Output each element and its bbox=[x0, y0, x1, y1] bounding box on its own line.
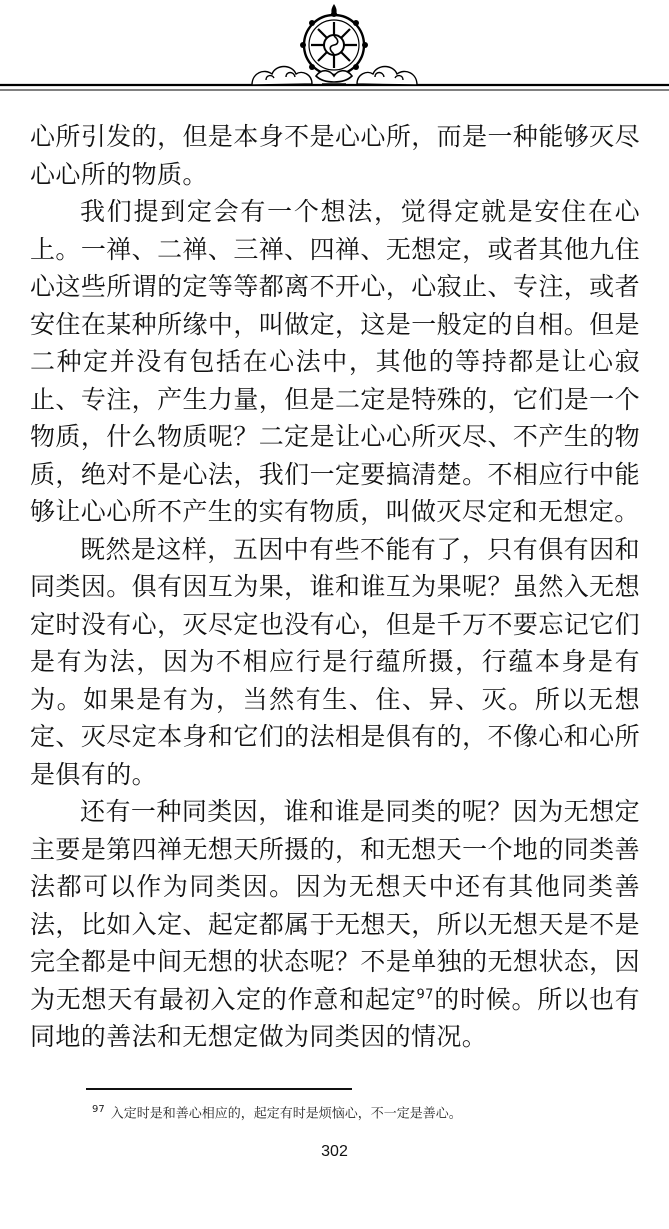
footnote-number: 97 bbox=[92, 1104, 105, 1115]
footnote-divider bbox=[86, 1088, 352, 1090]
footnote-reference[interactable]: 97 bbox=[416, 987, 434, 1003]
page-body bbox=[30, 118, 640, 1056]
paragraph-4-text-after: 的时候。所以也有同地的善法和无想定做为同类因的情况。 bbox=[30, 984, 640, 1051]
cloud-left-icon bbox=[252, 67, 312, 86]
footnote bbox=[92, 1101, 462, 1123]
footnote-text: 入定时是和善心相应的，起定有时是烦恼心，不一定是善心。 bbox=[110, 1106, 462, 1122]
page-header bbox=[0, 0, 669, 112]
paragraph-4-text-before: 还有一种同类因，谁和谁是同类的呢？因为无想定主要是第四禅无想天所摄的，和无想天一个地的同类善法都可以作为同类因。因为无想天中还有其他同类善法，比如入定、起定都属于无想天，所以无想天是不是完全都是中间无想的状态呢？不是单独的无想状态，因为无想天有最初入定的作意和起定 bbox=[30, 797, 640, 1014]
cloud-right-icon bbox=[357, 67, 417, 86]
paragraph-4 bbox=[30, 793, 640, 1056]
header-ornament bbox=[0, 0, 669, 112]
paragraph-1: 心所引发的，但是本身不是心心所，而是一种能够灭尽心心所的物质。 bbox=[30, 122, 640, 189]
paragraph-3: 既然是这样，五因中有些不能有了，只有俱有因和同类因。俱有因互为果，谁和谁互为果呢？虽然入无想定时没有心，灭尽定也没有心，但是千万不要忘记它们是有为法，因为不相应行是行蕴所摄，行蕴本身是有为。如果是有为，当然有生、住、异、灭。所以无想定、灭尽定本身和它们的法相是俱有的，不像心和心所是俱有的。 bbox=[30, 534, 640, 789]
dharma-wheel-icon bbox=[300, 4, 368, 84]
page-number: 302 bbox=[321, 1143, 348, 1160]
paragraph-2: 我们提到定会有一个想法，觉得定就是安住在心上。一禅、二禅、三禅、四禅、无想定，或者其他九住心这些所谓的定等等都离不开心，心寂止、专注，或者安住在某种所缘中，叫做定，这是一般定的自相。但是二种定并没有包括在心法中，其他的等持都是让心寂止、专注，产生力量，但是二定是特殊的，它们是一个物质，什么物质呢？二定是让心心所灭尽、不产生的物质，绝对不是心法，我们一定要搞清楚。不相应行中能够让心心所不产生的实有物质，叫做灭尽定和无想定。 bbox=[30, 197, 640, 526]
